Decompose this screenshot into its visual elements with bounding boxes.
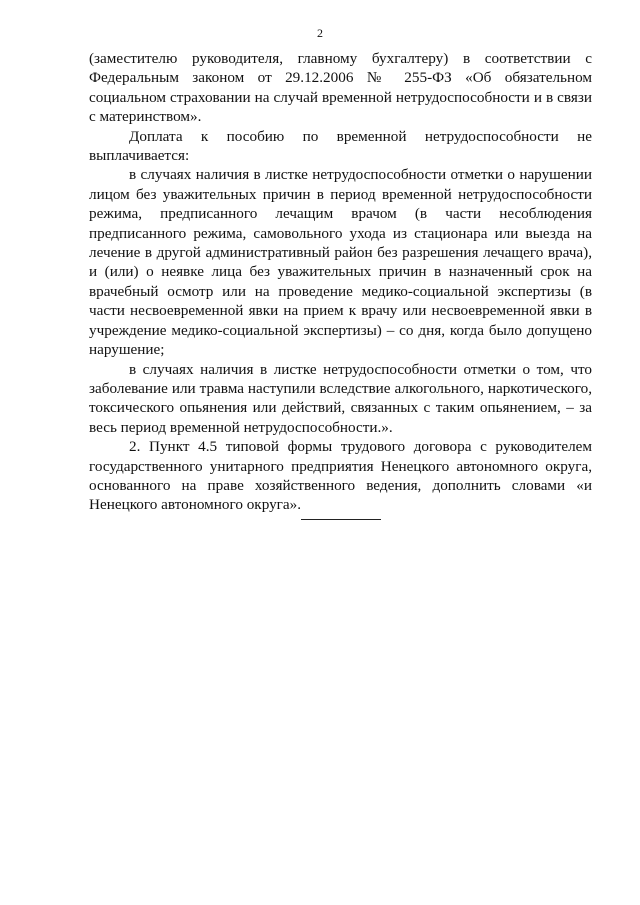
paragraph-continuation: (заместителю руководителя, главному бухгалтеру) в соответствии с Федеральным законом от 29.12.2006 № 255-ФЗ «Об обязательном социальном страховании на случай временной нетрудоспособности и в связи с материнством». bbox=[89, 50, 592, 126]
document-body bbox=[89, 49, 592, 515]
page-number: 2 bbox=[317, 26, 323, 40]
paragraph-doplata: Доплата к пособию по временной нетрудоспособности не выплачивается: bbox=[89, 127, 592, 165]
paragraph-violation-case: в случаях наличия в листке нетрудоспособности отметки о нарушении лицом без уважительных причин в период временной нетрудоспособности режима, предписанного лечащим врачом (в части несоблюдения предписанного режима, самовольного ухода из стационара или выезда на лечение в другой административный район без разрешения лечащего врача), и (или) о неявке лица без уважительных причин в назначенный срок на врачебный осмотр или на проведение медико-социальной экспертизы (в части несвоевременной явки на прием к врачу или несвоевременной явки в учреждение медико-социальной экспертизы) – со дня, когда было допущено нарушение; bbox=[89, 166, 592, 359]
paragraph-intoxication-case: в случаях наличия в листке нетрудоспособности отметки о том, что заболевание или травма наступили вследствие алкогольного, наркотического, токсического опьянения или действий, связанных с таким опьянением, – за весь период временной нетрудоспособности.». bbox=[89, 360, 592, 436]
paragraph-item-2: 2. Пункт 4.5 типовой формы трудового договора с руководителем государственного унитарного предприятия Ненецкого автономного округа, основанного на праве хозяйственного ведения, дополнить словами «и Ненецкого автономного округа». bbox=[89, 438, 592, 514]
end-separator-line bbox=[301, 519, 381, 520]
